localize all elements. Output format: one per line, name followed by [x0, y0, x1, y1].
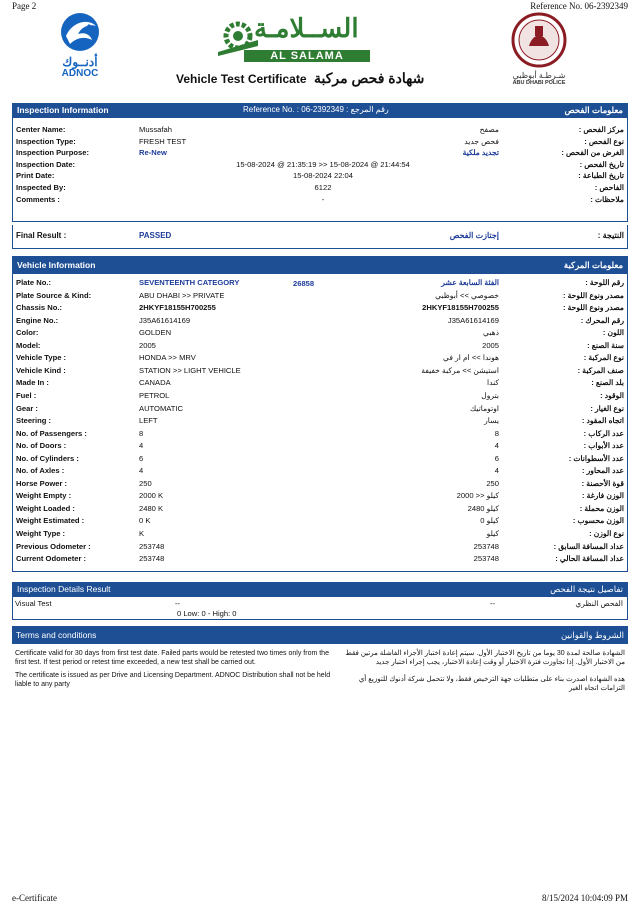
vehicle-row	[13, 403, 627, 416]
vehicle-header	[13, 257, 627, 274]
vehicle-row-label: Gear :	[16, 403, 38, 413]
salama-arabic: الســلامـة	[254, 13, 359, 43]
vehicle-row-value-arabic: كندا	[486, 378, 499, 388]
vehicle-row	[13, 315, 627, 328]
vehicle-row-label-arabic: اللون :	[602, 328, 624, 338]
vehicle-row-label-arabic: مصدر ونوع اللوحة :	[562, 290, 624, 300]
vehicle-row	[13, 515, 627, 528]
vehicle-row-value: GOLDEN	[139, 328, 172, 338]
vehicle-row	[13, 478, 627, 491]
vehicle-row-label: Vehicle Type :	[16, 353, 67, 363]
vehicle-row-value-arabic: 4	[494, 466, 499, 476]
vehicle-title-arabic: معلومات المركبة	[563, 260, 623, 270]
final-result-label: Final Result :	[16, 231, 67, 240]
vehicle-row-label-arabic: قوة الأحصنة :	[581, 478, 624, 488]
vehicle-row-value-arabic: 2005	[482, 340, 499, 350]
police-logo	[508, 12, 570, 96]
police-english: ABU DHABI POLICE	[512, 80, 566, 86]
terms-english-1: Certificate valid for 30 days from first test date. Failed parts would be retested two times only from the first test. If test period or retest time exceeded, a new test shall be carried out.	[15, 650, 329, 666]
vehicle-row-value: 253748	[139, 541, 165, 551]
vehicle-row-label-arabic: عدد الأبواب :	[583, 441, 624, 451]
al-salama-logo	[210, 13, 370, 62]
vehicle-row-value: 4	[139, 466, 144, 476]
vehicle-row-label: Weight Empty :	[16, 491, 72, 501]
inspection-row-value: 6122	[314, 183, 332, 192]
vehicle-row-value-arabic: كيلو 0	[480, 516, 499, 526]
inspection-row-value: -	[321, 194, 325, 204]
inspection-row-label: Inspection Date:	[16, 159, 76, 169]
vehicle-row-value: J35A61614169	[139, 315, 191, 325]
vehicle-row-label-arabic: رقم اللوحة :	[585, 278, 624, 287]
inspection-row	[13, 194, 627, 207]
vehicle-row-value-arabic: هوندا >> ام ار في	[443, 353, 499, 363]
terms-arabic-2: هذه الشهادة اصدرت بناء على متطلبات جهة الترخيص فقط، ولا تتحمل شركة أدنوك للتوزيع أي التزامات اتجاه الغير	[358, 676, 625, 692]
vehicle-row-value-arabic: بترول	[481, 390, 499, 400]
vehicle-row	[13, 352, 627, 365]
final-result-label-arabic: النتيجة :	[597, 231, 624, 240]
vehicle-row	[13, 428, 627, 441]
vehicle-row-value: 2000 K	[139, 491, 164, 501]
inspection-row-label: Inspection Type:	[16, 136, 76, 146]
adnoc-logo	[50, 12, 110, 84]
salama-english: AL SALAMA	[244, 50, 370, 62]
reference-line: Reference No. : 06-2392349 : رقم المرجع	[243, 105, 389, 114]
inspection-row-value-arabic: مصفح	[479, 125, 499, 134]
inspection-row-value: 15-08-2024 @ 21:35:19 >> 15-08-2024 @ 21:44:54	[236, 159, 410, 169]
vehicle-row-label-arabic: مصدر ونوع اللوحة :	[562, 303, 624, 313]
vehicle-row-value-arabic: 250	[486, 478, 499, 488]
vehicle-row-value: 250	[139, 478, 152, 488]
inspection-row-label-arabic: تاريخ الطباعة :	[578, 171, 624, 181]
vehicle-row	[13, 440, 627, 453]
vehicle-row-value: 2HKYF18155H700255	[139, 303, 216, 313]
inspection-section	[12, 103, 628, 222]
vehicle-row-value: STATION >> LIGHT VEHICLE	[139, 365, 241, 375]
terms-title-arabic: الشروط والقوانين	[560, 630, 624, 640]
vehicle-row-label-arabic: عدد الركاب :	[583, 428, 624, 438]
visual-test-dash-arabic: --	[489, 599, 495, 608]
vehicle-row	[13, 302, 627, 315]
inspection-row-label: Center Name:	[16, 125, 66, 134]
vehicle-row-value-arabic: ذهبي	[482, 328, 499, 338]
vehicle-row-label: Color:	[16, 328, 39, 338]
vehicle-row-label-arabic: نوع الغيار :	[590, 403, 624, 413]
vehicle-row-value-arabic: كيلو	[486, 529, 499, 538]
vehicle-row-label-arabic: عدد الأسطوانات :	[568, 453, 624, 463]
terms-arabic-1: الشهادة صالحة لمدة 30 يوما من تاريخ الاختبار الأول. سيتم إعادة اختبار الأجزاء الفاشلة مرتين فقط من الاختبار الأول. إذا تجاوزت فترة الاختبار أو وقت إعادة الاختبار، يجب إجراء اختبار جديد	[345, 650, 625, 666]
inspection-row-label: Print Date:	[16, 171, 55, 181]
vehicle-row-label: Weight Loaded :	[16, 503, 75, 513]
vehicle-row-value-arabic: 6	[494, 453, 499, 463]
terms-english-2: The certificate is issued as per Drive and Licensing Department. ADNOC Distribution shall not be held liable to any party	[15, 672, 331, 688]
vehicle-row-value-arabic: كيلو << 2000	[456, 491, 499, 501]
visual-test-summary: 0 Low: 0 - High: 0	[177, 609, 237, 618]
vehicle-row-label: No. of Cylinders :	[16, 453, 79, 463]
inspection-row-label-arabic: تاريخ الفحص :	[579, 159, 624, 169]
inspection-title-arabic: معلومات الفحص	[564, 105, 623, 115]
vehicle-row-value: ABU DHABI >> PRIVATE	[139, 290, 225, 300]
vehicle-row	[13, 365, 627, 378]
vehicle-row-value: 0 K	[139, 516, 151, 526]
vehicle-row	[13, 277, 627, 290]
details-title: Inspection Details Result	[17, 584, 111, 594]
inspection-row-label-arabic: مركز الفحص :	[578, 125, 624, 134]
certificate-title-arabic: شهادة فحص مركبة	[314, 70, 425, 86]
vehicle-row-label-arabic: اتجاه المقود :	[581, 416, 624, 426]
inspection-row-label: Inspected By:	[16, 183, 66, 192]
vehicle-row-value: 8	[139, 428, 144, 438]
vehicle-row-label: Previous Odometer :	[16, 541, 91, 551]
vehicle-row-value-arabic: 2HKYF18155H700255	[422, 303, 499, 313]
vehicle-row	[13, 553, 627, 566]
vehicle-row-label-arabic: رقم المحرك :	[580, 315, 624, 325]
vehicle-row-label-arabic: بلد الصنع :	[591, 378, 624, 388]
terms-header	[12, 626, 628, 644]
vehicle-row-value-arabic: الفئة السابعة عشر	[441, 278, 499, 287]
vehicle-row-value: K	[139, 529, 145, 538]
details-section	[12, 582, 628, 620]
vehicle-row-label: Model:	[16, 340, 41, 350]
vehicle-row-label: Plate Source & Kind:	[16, 290, 92, 300]
vehicle-row-value-arabic: اوتوماتيك	[470, 403, 499, 413]
vehicle-row-label-arabic: الوقود :	[600, 390, 624, 400]
vehicle-row-label: No. of Passengers :	[16, 428, 87, 438]
inspection-row-value: Mussafah	[139, 125, 172, 134]
vehicle-row-label: No. of Axles :	[16, 466, 65, 476]
inspection-row-label-arabic: نوع الفحص :	[584, 136, 624, 146]
vehicle-row-value: PETROL	[139, 390, 170, 400]
vehicle-row-label: No. of Doors :	[16, 441, 67, 451]
vehicle-row-label: Plate No.:	[16, 278, 52, 287]
plate-number-code: 26858	[293, 279, 315, 288]
reference-top: Reference No. 06-2392349	[530, 1, 628, 11]
certificate-title: Vehicle Test Certificate	[176, 72, 307, 86]
vehicle-row	[13, 290, 627, 303]
vehicle-row-label: Steering :	[16, 416, 52, 426]
vehicle-row	[13, 465, 627, 478]
terms-title: Terms and conditions	[16, 630, 97, 640]
page-label: Page 2	[12, 1, 37, 11]
inspection-row-label-arabic: ملاحظات :	[590, 194, 624, 204]
vehicle-row-label: Fuel :	[16, 390, 37, 400]
visual-test-dash: --	[175, 599, 181, 608]
vehicle-row-value-arabic: 4	[494, 441, 499, 451]
vehicle-row-value-arabic: استيشن >> مركبة خفيفة	[421, 365, 499, 375]
police-arabic: شـرطـة أبوظبي	[512, 71, 566, 80]
police-emblem-icon	[511, 12, 567, 68]
inspection-row-label: Inspection Purpose:	[16, 148, 89, 158]
vehicle-row-value-arabic: J35A61614169	[447, 315, 499, 325]
vehicle-row	[13, 528, 627, 541]
vehicle-row	[13, 541, 627, 554]
vehicle-row-value-arabic: 253748	[473, 541, 499, 551]
inspection-row-value: Re-New	[139, 148, 167, 158]
vehicle-row-label-arabic: الوزن محسوب :	[572, 516, 624, 526]
vehicle-row-label: Chassis No.:	[16, 303, 62, 313]
vehicle-row-value: LEFT	[139, 416, 158, 426]
inspection-row-value: 15-08-2024 22:04	[293, 171, 353, 181]
vehicle-row-label: Engine No.:	[16, 315, 59, 325]
adnoc-english: ADNOC	[61, 68, 99, 79]
vehicle-row-label: Made In :	[16, 378, 49, 388]
vehicle-row-value: 2480 K	[139, 503, 164, 513]
vehicle-row	[13, 340, 627, 353]
adnoc-arabic: أدنــوك	[62, 55, 98, 69]
vehicle-row-label-arabic: عداد المسافة السابق :	[553, 541, 624, 551]
vehicle-row	[13, 390, 627, 403]
vehicle-row	[13, 453, 627, 466]
inspection-title: Inspection Information	[17, 105, 109, 115]
final-result-section	[12, 225, 628, 249]
vehicle-row-value-arabic: 8	[494, 428, 499, 438]
vehicle-row-label-arabic: عدد المحاور :	[581, 466, 624, 476]
vehicle-row-label-arabic: نوع المركبة :	[583, 353, 624, 363]
inspection-row-value-arabic: تجديد ملكية	[462, 148, 499, 158]
vehicle-row-label-arabic: نوع الوزن :	[589, 529, 624, 538]
vehicle-row-label-arabic: الوزن محملة :	[579, 503, 624, 513]
vehicle-row	[13, 327, 627, 340]
vehicle-row-label: Horse Power :	[16, 478, 68, 488]
inspection-row-label-arabic: الغرض من الفحص :	[561, 148, 624, 158]
vehicle-row-value: 4	[139, 441, 144, 451]
inspection-row-value: FRESH TEST	[139, 136, 187, 146]
final-result-value: PASSED	[139, 231, 172, 240]
vehicle-row-label-arabic: عداد المسافة الحالي :	[555, 554, 624, 564]
footer-label: e-Certificate	[12, 893, 57, 903]
inspection-header	[13, 104, 627, 118]
inspection-row-label: Comments :	[16, 194, 60, 204]
vehicle-row-value: CANADA	[139, 378, 171, 388]
vehicle-row	[13, 377, 627, 390]
vehicle-row-value-arabic: يسار	[484, 416, 499, 426]
vehicle-row-value: SEVENTEENTH CATEGORY	[139, 278, 240, 287]
vehicle-row-value: 6	[139, 453, 144, 463]
falcon-icon	[56, 12, 104, 52]
vehicle-row-label: Vehicle Kind :	[16, 365, 66, 375]
final-result-row	[13, 230, 627, 243]
vehicle-row-value: HONDA >> MRV	[139, 353, 196, 363]
vehicle-row-value-arabic: خصوصي >> أبوظبي	[435, 290, 499, 300]
inspection-row-value-arabic: فحص جديد	[464, 136, 499, 146]
vehicle-row-label: Current Odometer :	[16, 554, 87, 564]
details-header	[13, 583, 627, 597]
vehicle-title: Vehicle Information	[17, 260, 96, 270]
vehicle-row-label-arabic: سنة الصنع :	[587, 340, 624, 350]
visual-test-summary-row	[13, 608, 627, 621]
vehicle-row-label: Weight Estimated :	[16, 516, 85, 526]
vehicle-row-value-arabic: 253748	[473, 554, 499, 564]
vehicle-row	[13, 503, 627, 516]
vehicle-row-label-arabic: الوزن فارغة :	[582, 491, 624, 501]
vehicle-row-label: Weight Type :	[16, 529, 66, 538]
terms-section	[12, 626, 628, 698]
vehicle-row	[13, 415, 627, 428]
vehicle-row-value: 2005	[139, 340, 156, 350]
visual-test-label: Visual Test	[15, 599, 52, 608]
vehicle-row-value-arabic: كيلو 2480	[467, 503, 499, 513]
vehicle-row	[13, 490, 627, 503]
vehicle-row-value: AUTOMATIC	[139, 403, 184, 413]
footer-timestamp: 8/15/2024 10:04:09 PM	[541, 893, 628, 903]
details-title-arabic: تفاصيل نتيجة الفحص	[550, 584, 623, 594]
vehicle-row-label-arabic: صنف المركبة :	[577, 365, 624, 375]
vehicle-row-value: 253748	[139, 554, 165, 564]
final-result-value-arabic: إجتازت الفحص	[449, 231, 499, 240]
inspection-row-label-arabic: الفاحص :	[594, 183, 624, 192]
visual-test-label-arabic: الفحص النظري	[575, 599, 623, 608]
vehicle-section	[12, 256, 628, 572]
